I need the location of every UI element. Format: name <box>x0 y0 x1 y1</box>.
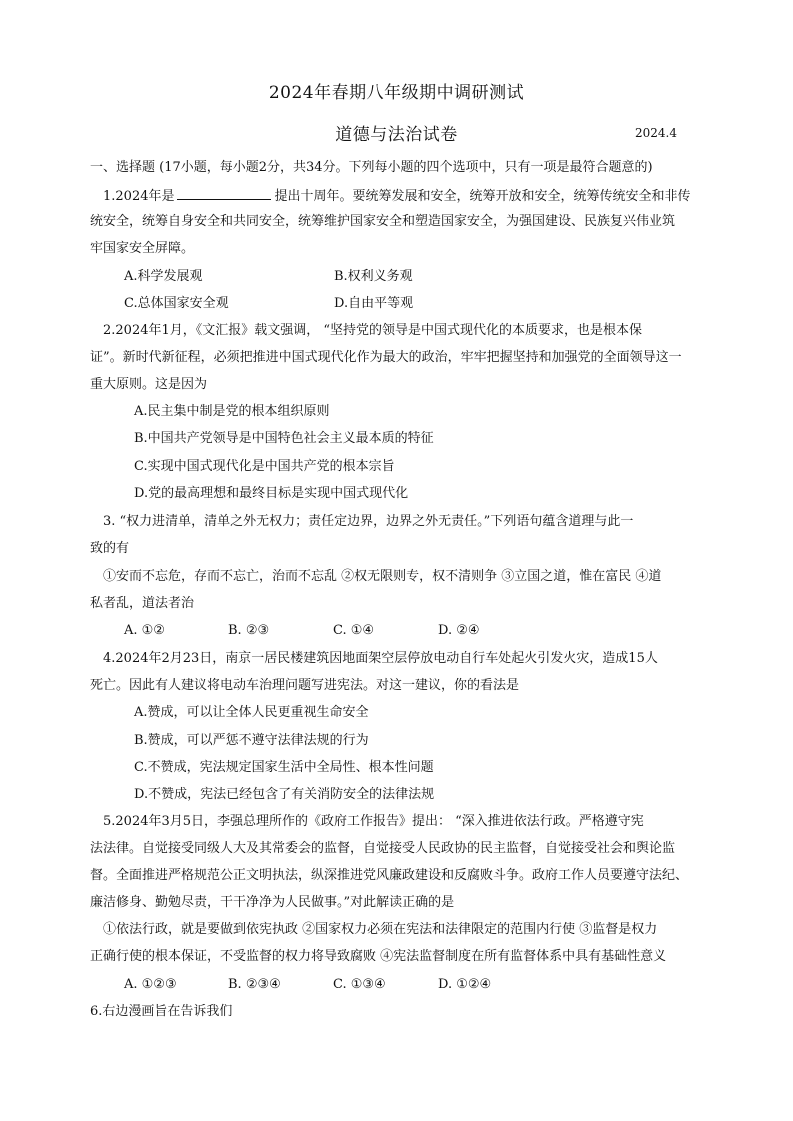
question-1-option-b: B.权利义务观 <box>334 269 413 284</box>
section-heading: 一、选择题 (17小题，每小题2分，共34分。下列每小题的四个选项中，只有一项是最符合题意的) <box>90 160 653 175</box>
question-4-option-b: B.赞成，可以严惩不遵守法律法规的行为 <box>134 733 369 748</box>
question-1-option-c: C.总体国家安全观 <box>124 296 229 311</box>
question-5-option-c: C. ①③④ <box>333 977 386 992</box>
question-2-stem-line-2: 证”。新时代新征程，必须把推进中国式现代化作为最大的政治，牢牢把握坚持和加强党的全面领导这一 <box>90 350 682 365</box>
question-3-option-a: A. ①② <box>124 623 165 638</box>
question-2-option-b: B.中国共产党领导是中国特色社会主义最本质的特征 <box>134 431 434 446</box>
question-3-stem-line-2: 致的有 <box>90 541 130 556</box>
question-4-option-d: D.不赞成，宪法已经包含了有关消防安全的法律法规 <box>134 787 435 802</box>
question-2-option-c: C.实现中国式现代化是中国共产党的根本宗旨 <box>134 459 395 474</box>
question-2-option-a: A.民主集中制是党的根本组织原则 <box>134 404 330 419</box>
question-1-option-d: D.自由平等观 <box>334 296 414 311</box>
question-3-option-b: B. ②③ <box>228 623 270 638</box>
fill-in-blank <box>177 187 271 200</box>
question-3-stem-line-1: 3. “权力进清单，清单之外无权力；责任定边界，边界之外无责任。”下列语句蕴含道理与此一 <box>103 514 634 529</box>
question-3-items-line-2: 私者乱，道法者治 <box>90 596 195 611</box>
subject-title: 道德与法治试卷 <box>335 125 458 145</box>
question-5-items-line-1: ①依法行政，就是要做到依宪执政 ②国家权力必须在宪法和法律限定的范围内行使 ③监督是权力 <box>103 922 658 937</box>
question-5-stem-line-3: 督。全面推进严格规范公正文明执法，纵深推进党风廉政建设和反腐败斗争。政府工作人员要遵守法纪、 <box>90 868 689 883</box>
question-4-option-a: A.赞成，可以让全体人民更重视生命安全 <box>134 705 369 720</box>
question-5-option-d: D. ①②④ <box>438 977 492 992</box>
question-2-stem-line-3: 重大原则。这是因为 <box>90 377 208 392</box>
question-3-items-line-1: ①安而不忘危，存而不忘亡，治而不忘乱 ②权无限则专，权不清则争 ③立国之道，惟在富民 ④道 <box>103 569 662 584</box>
question-4-option-c: C.不赞成，宪法规定国家生活中全局性、根本性问题 <box>134 760 434 775</box>
question-1-option-a: A.科学发展观 <box>124 269 203 284</box>
question-1-stem-line-3: 牢国家安全屏障。 <box>90 241 195 256</box>
question-5-option-b: B. ②③④ <box>228 977 281 992</box>
question-2-stem-line-1: 2.2024年1月，《文汇报》载文强调， “坚持党的领导是中国式现代化的本质要求，也是根本保 <box>103 323 643 338</box>
question-5-items-line-2: 正确行使的根本保证，不受监督的权力将导致腐败 ④宪法监督制度在所有监督体系中具有基础性意义 <box>90 949 667 964</box>
question-1-stem-line-1 <box>103 187 691 205</box>
exam-date: 2024.4 <box>635 126 677 140</box>
question-5-option-a: A. ①②③ <box>124 977 177 992</box>
question-5-stem-line-2: 法法律。自觉接受同级人大及其常委会的监督，自觉接受人民政协的民主监督，自觉接受社会和舆论监 <box>90 841 676 856</box>
question-1-stem-line-2: 统安全，统筹自身安全和共同安全，统筹维护国家安全和塑造国家安全，为强国建设、民族复兴伟业筑 <box>90 214 676 229</box>
question-4-stem-line-1: 4.2024年2月23日，南京一居民楼建筑因地面架空层停放电动自行车处起火引发火灾，造成15人 <box>103 651 658 666</box>
question-6-stem-line-1: 6.右边漫画旨在告诉我们 <box>90 1004 233 1019</box>
question-3-option-c: C. ①④ <box>333 623 375 638</box>
exam-title: 2024年春期八年级期中调研测试 <box>268 83 525 103</box>
question-1-stem-part-a: 1.2024年是 <box>103 189 175 204</box>
question-2-option-d: D.党的最高理想和最终目标是实现中国式现代化 <box>134 486 409 501</box>
question-5-stem-line-4: 廉洁修身、勤勉尽责，干干净净为人民做事。”对此解读正确的是 <box>90 895 455 910</box>
question-5-stem-line-1: 5.2024年3月5日，李强总理所作的《政府工作报告》提出： “深入推进依法行政。严格遵守宪 <box>103 814 644 829</box>
question-3-option-d: D. ②④ <box>438 623 480 638</box>
question-1-stem-part-b: 提出十周年。要统筹发展和安全，统筹开放和安全，统筹传统安全和非传 <box>274 189 691 204</box>
question-4-stem-line-2: 死亡。因此有人建议将电动车治理问题写进宪法。对这一建议，你的看法是 <box>90 678 520 693</box>
